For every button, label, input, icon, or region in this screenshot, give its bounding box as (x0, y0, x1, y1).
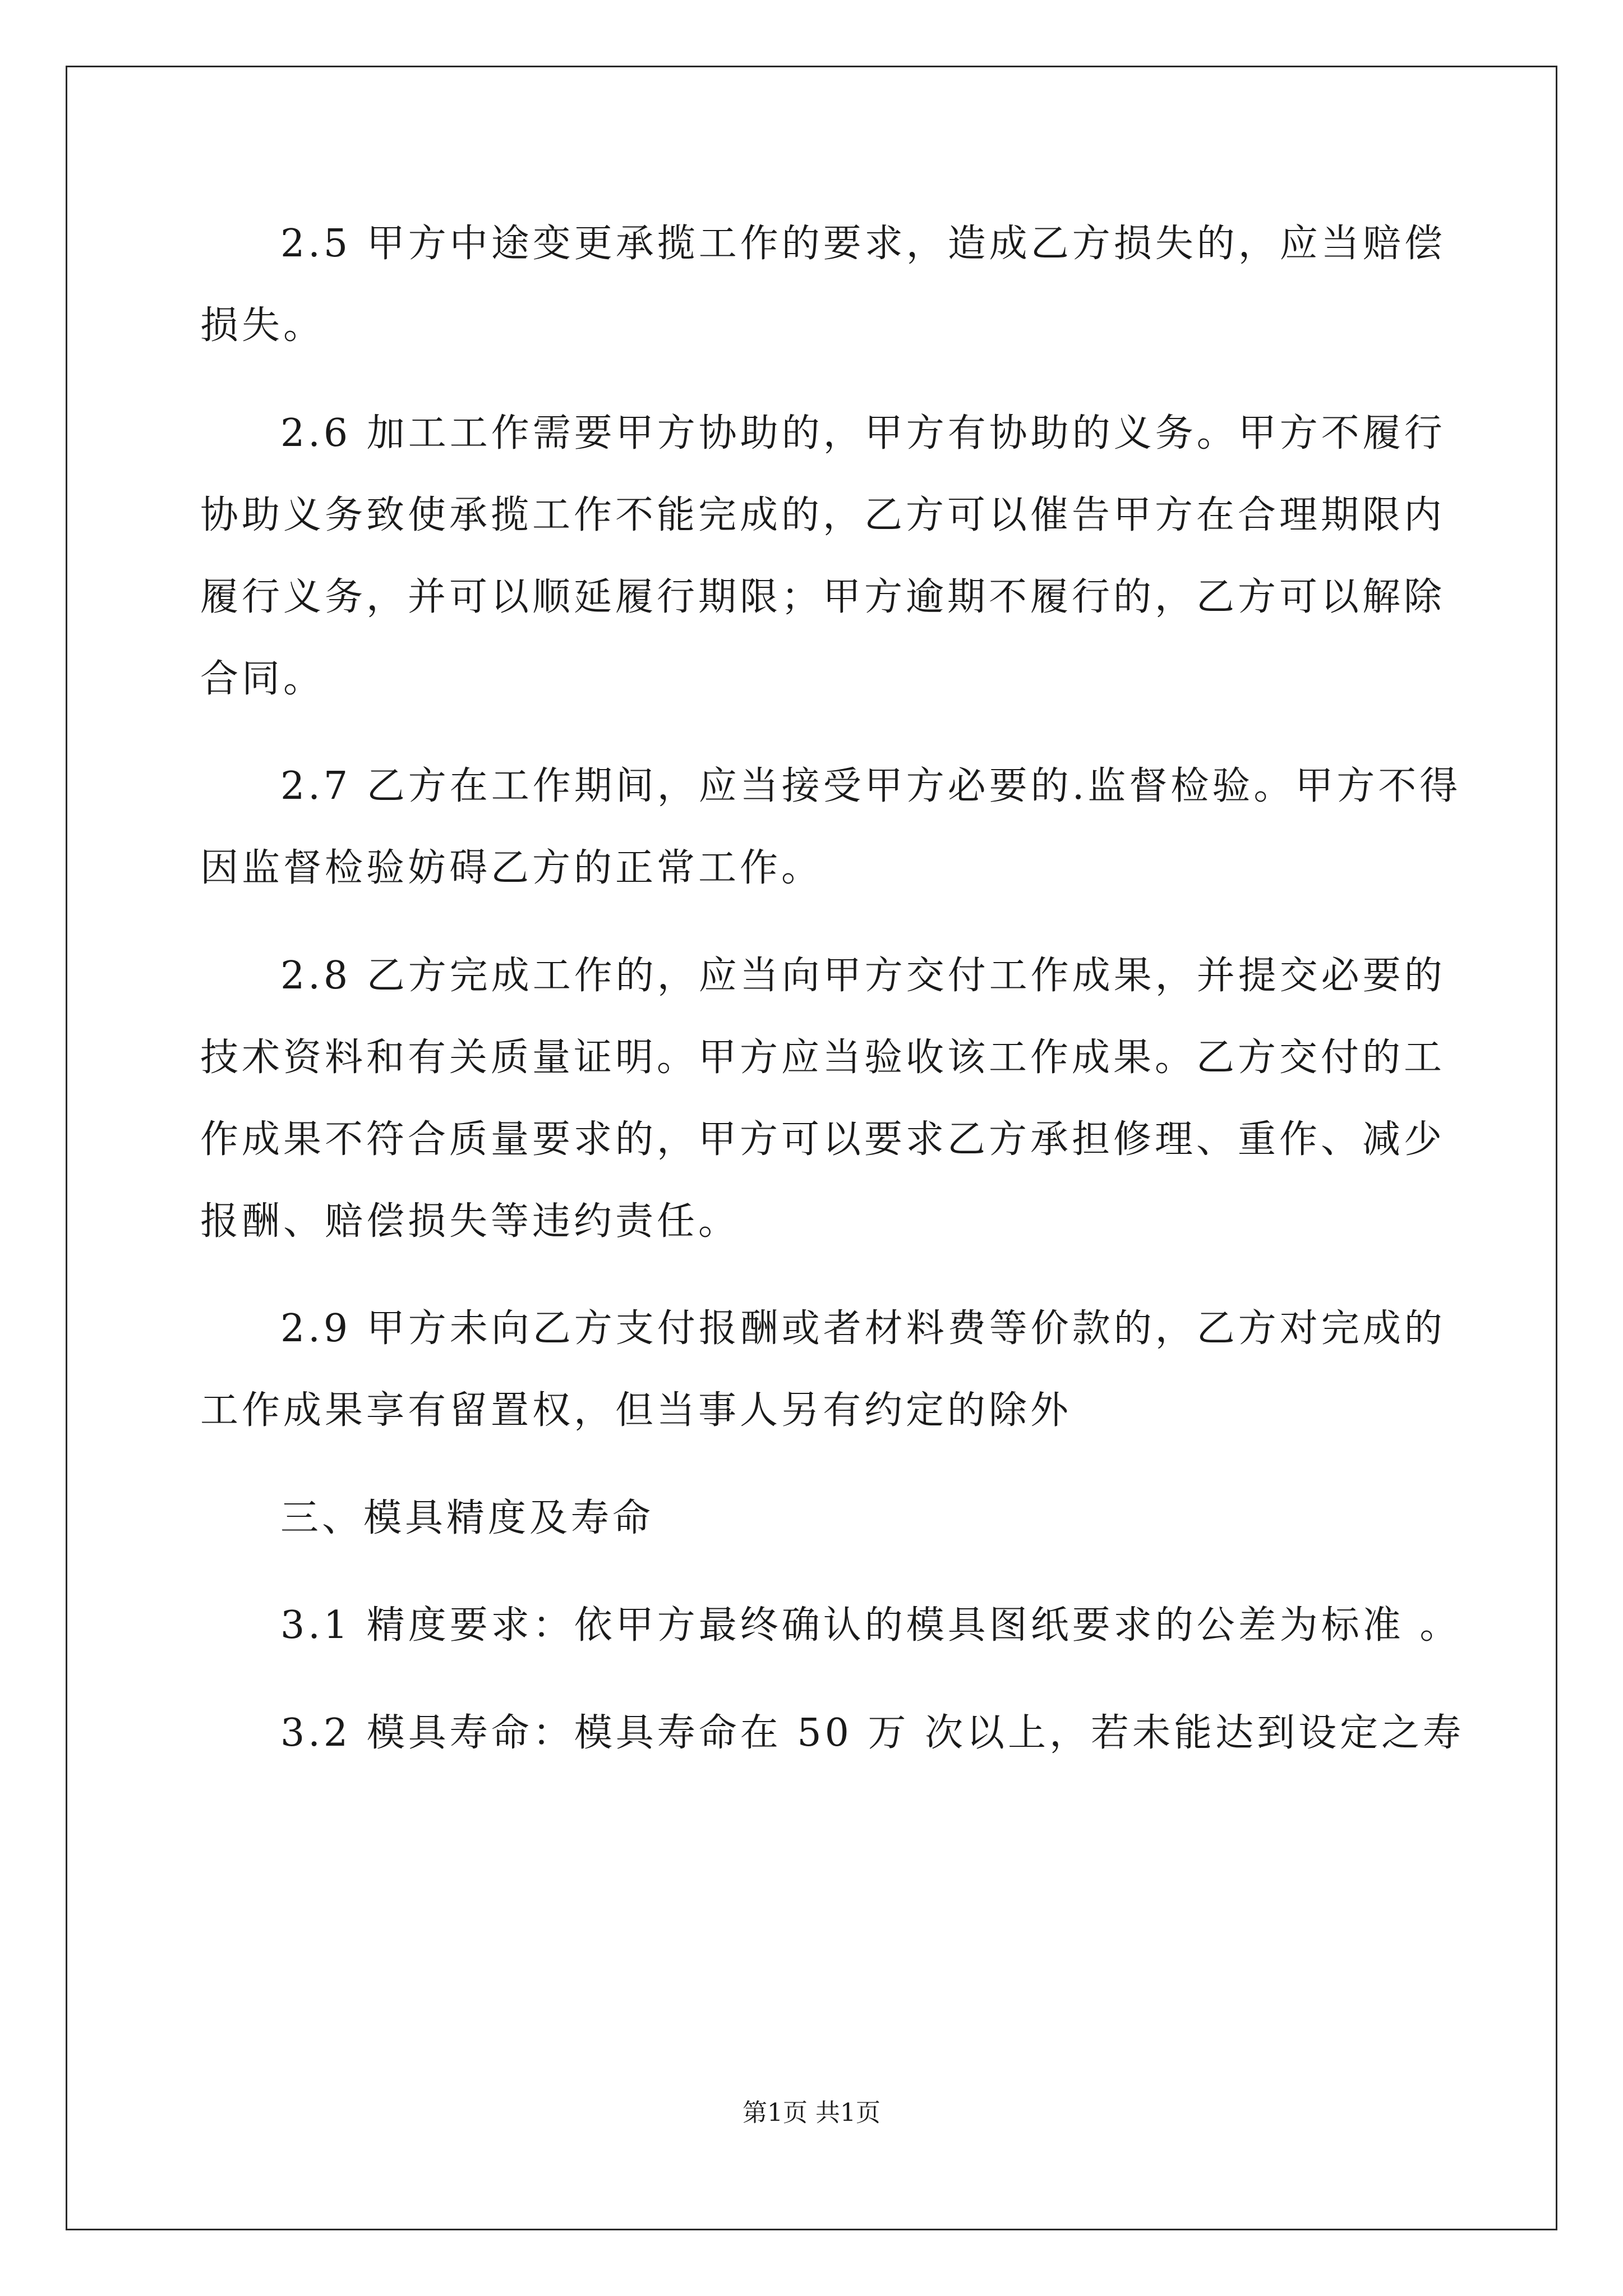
paragraph-2-6-line-4: 合同。 (200, 657, 325, 701)
paragraph-2-5-line-1: 2.5 甲方中途变更承揽工作的要求，造成乙方损失的，应当赔偿 (280, 222, 1446, 266)
paragraph-2-6-line-3: 履行义务，并可以顺延履行期限；甲方逾期不履行的，乙方可以解除 (200, 575, 1446, 619)
paragraph-2-8-line-2: 技术资料和有关质量证明。甲方应当验收该工作成果。乙方交付的工 (200, 1036, 1446, 1080)
paragraph-2-7-line-1: 2.7 乙方在工作期间，应当接受甲方必要的.监督检验。甲方不得 (280, 764, 1461, 808)
paragraph-2-8-line-4: 报酬、赔偿损失等违约责任。 (200, 1199, 740, 1244)
paragraph-2-8-line-1: 2.8 乙方完成工作的，应当向甲方交付工作成果，并提交必要的 (280, 954, 1446, 998)
paragraph-2-6-line-2: 协助义务致使承揽工作不能完成的，乙方可以催告甲方在合理期限内 (200, 493, 1446, 537)
paragraph-2-5-line-2: 损失。 (200, 303, 325, 348)
paragraph-3-2-line-1: 3.2 模具寿命：模具寿命在 50 万 次以上，若未能达到设定之寿 (280, 1711, 1465, 1755)
page-footer: 第1页 共1页 (743, 2099, 880, 2127)
paragraph-2-8-line-3: 作成果不符合质量要求的，甲方可以要求乙方承担修理、重作、减少 (200, 1117, 1446, 1162)
paragraph-3-1: 3.1 精度要求：依甲方最终确认的模具图纸要求的公差为标准 。 (280, 1603, 1461, 1648)
paragraph-2-9-line-2: 工作成果享有留置权，但当事人另有约定的除外 (200, 1388, 1072, 1433)
paragraph-2-9-line-1: 2.9 甲方未向乙方支付报酬或者材料费等价款的，乙方对完成的 (280, 1306, 1446, 1351)
paragraph-2-6-line-1: 2.6 加工工作需要甲方协助的，甲方有协助的义务。甲方不履行 (280, 411, 1446, 455)
section-3-heading: 三、模具精度及寿命 (280, 1496, 654, 1540)
paragraph-2-7-line-2: 因监督检验妨碍乙方的正常工作。 (200, 846, 823, 890)
